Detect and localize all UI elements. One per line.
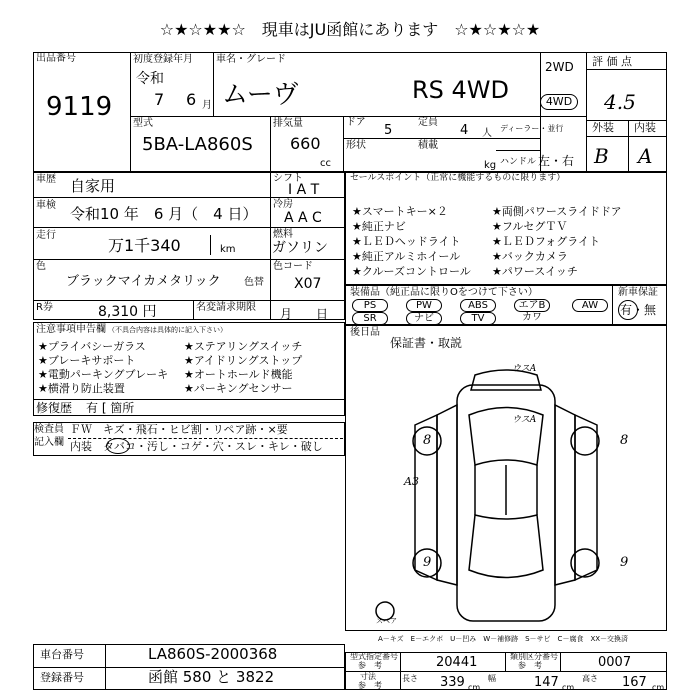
size-ref: 参 考: [358, 681, 382, 690]
sales-point: ★純正ナビ: [352, 220, 406, 233]
capacity-label: 定員: [418, 117, 438, 128]
width: 147: [534, 675, 559, 690]
diagram-spare-label: スペア: [376, 617, 397, 625]
handle-label: ハンドル: [500, 157, 537, 167]
type-cert-ref: 参 考: [358, 661, 382, 670]
note-item: ★ブレーキサポート: [38, 354, 136, 367]
chassis-number: LA860S-2000368: [148, 645, 278, 663]
chassis-label: 車台番号: [40, 648, 84, 661]
displacement: 660: [290, 134, 321, 153]
diagram-mark-glass: ウスA: [512, 415, 537, 425]
width-label: 幅: [488, 674, 496, 683]
note-item: ★オートホールド機能: [184, 368, 293, 381]
inspection-label: 車検: [36, 200, 56, 211]
model: 5BA-LA860S: [142, 134, 253, 155]
load-label: 積載: [418, 140, 438, 151]
cm-unit: cm: [468, 683, 481, 692]
equipment-item: SR: [352, 312, 388, 325]
inspection-date: 令和10 年 6 月（ 4 日）: [70, 205, 258, 223]
height: 167: [622, 675, 647, 690]
grade: RS 4WD: [412, 76, 510, 104]
notes-title: 注意事項申告欄: [36, 324, 106, 335]
doors-label: ドア: [346, 117, 366, 128]
drive-4wd-circled: 4WD: [540, 94, 578, 110]
new-car-warranty-label: 新車保証: [618, 287, 658, 298]
fuel: ガソリン: [272, 240, 328, 256]
color-change-label: 色替: [244, 277, 264, 288]
note-item: ★ステアリングスイッチ: [184, 340, 303, 353]
history-label: 車歴: [36, 174, 56, 185]
mileage: 万1千340: [108, 236, 181, 255]
circle-mark: [106, 438, 130, 454]
type-cert-number: 20441: [436, 655, 478, 670]
inspector-label-2: 記入欄: [34, 437, 64, 448]
doors: 5: [384, 123, 393, 138]
notes-subtitle: （不具合内容は具体的に記入下さい）: [108, 326, 227, 334]
color-code: X07: [294, 276, 322, 292]
lot-label: 出品番号: [36, 53, 76, 64]
kg-unit: kg: [484, 160, 497, 171]
displacement-label: 排気量: [273, 118, 303, 129]
equipment-title: 装備品（純正品に限りOをつけて下さい）: [350, 287, 538, 298]
sales-point: ★バックカメラ: [492, 250, 568, 263]
diagram-mark-front-left: 8: [423, 433, 432, 448]
length-label: 長さ: [402, 674, 418, 683]
equipment-item: TV: [460, 312, 496, 325]
repair-history-label: 修復歴: [36, 401, 73, 415]
note-item: ★プライバシーガラス: [38, 340, 146, 353]
dealer-label: ディーラー・並行: [500, 124, 564, 133]
inspector-label-1: 検査員: [34, 424, 64, 435]
class-number: 0007: [598, 655, 632, 670]
circle-mark: [618, 300, 638, 320]
size-label: 寸法: [360, 672, 376, 681]
plate-label: 登録番号: [40, 671, 84, 684]
cm-unit: cm: [562, 683, 575, 692]
sales-point: ★フルセグＴＶ: [492, 220, 568, 233]
recycle-label: R券: [36, 302, 53, 313]
inspector-line-1: ＦＷ キズ・飛石・ヒビ割・リペア跡・×要: [70, 423, 288, 436]
note-item: ★電動パーキングブレーキ: [38, 368, 169, 381]
diagram-mark-rear-left: 9: [423, 555, 432, 570]
class-label: 類別区分番号: [510, 652, 558, 661]
exterior-grade: B: [594, 144, 609, 168]
repair-history: 有 [ 箇所: [86, 401, 135, 415]
sales-point: ★クルーズコントロール: [352, 265, 471, 278]
sales-point: ★スマートキー×２: [352, 205, 448, 218]
handle: 左・右: [538, 154, 575, 168]
score: 4.5: [604, 90, 636, 114]
car-name: ムーヴ: [222, 80, 299, 110]
interior-grade: A: [638, 144, 653, 168]
equipment-item: ナビ: [406, 312, 442, 325]
type-cert-label: 型式指定番号: [350, 652, 398, 661]
note-item: ★横滑り防止装置: [38, 382, 125, 395]
equipment-item: AW: [572, 299, 608, 312]
diagram-mark-top: ウスA: [512, 364, 537, 374]
equipment-item: ABS: [460, 299, 496, 312]
class-ref: 参 考: [518, 661, 542, 670]
equipment-item: エアB: [514, 299, 550, 312]
meigi-date: 月 日: [280, 307, 329, 321]
meigi-label: 名変請求期限: [196, 302, 256, 313]
rear-items-label: 後日品: [350, 327, 380, 338]
equipment-item: カワ: [522, 312, 542, 323]
drive-2wd: 2WD: [545, 60, 574, 74]
plate-number: 函館 580 と 3822: [148, 668, 275, 686]
person-unit: 人: [482, 128, 492, 139]
color-label: 色: [36, 261, 46, 272]
length: 339: [440, 675, 465, 690]
sales-point: ★両側パワースライドドア: [492, 205, 622, 218]
first-reg-label: 初度登録年月: [133, 54, 193, 65]
equipment-item: PW: [406, 299, 442, 312]
ac-label: 冷房: [273, 199, 293, 210]
model-label: 型式: [133, 118, 153, 129]
note-item: ★アイドリングストップ: [184, 354, 303, 367]
sales-point: ★ＬＥＤヘッドライト: [352, 235, 461, 248]
era: 令和: [136, 71, 164, 87]
rear-items: 保証書・取説: [390, 336, 463, 350]
height-label: 高さ: [582, 674, 598, 683]
reg-month: 6: [186, 90, 197, 109]
reg-year: 7: [154, 90, 165, 109]
sales-point: ★ＬＥＤフォグライト: [492, 235, 600, 248]
color: ブラックマイカメタリック: [66, 274, 221, 289]
equipment-item: PS: [352, 299, 388, 312]
inspector-line-2: 内装 タバコ・汚し・コゲ・穴・スレ・キレ・破し: [70, 440, 323, 453]
mileage-label: 走行: [36, 230, 56, 241]
sales-point: ★純正アルミホイール: [352, 250, 461, 263]
recycle-fee: 8,310 円: [98, 304, 157, 320]
month-unit: 月: [202, 100, 212, 111]
shift-label: シフト: [273, 173, 303, 184]
lot-number: 9119: [46, 92, 113, 122]
history: 自家用: [70, 177, 116, 195]
diagram-mark-front-right: 8: [620, 433, 629, 448]
exterior-label: 外装: [592, 121, 614, 134]
km-unit: km: [220, 244, 236, 255]
new-car-warranty: 有・無: [620, 303, 657, 317]
diagram-mark-rear-right: 9: [620, 555, 629, 570]
cc-unit: cc: [320, 158, 331, 169]
interior-label: 内装: [634, 121, 656, 134]
cm-unit: cm: [652, 683, 665, 692]
car-damage-diagram: [345, 355, 667, 631]
note-item: ★パーキングセンサー: [184, 382, 293, 395]
diagram-mark-left: A3: [404, 475, 419, 488]
score-label: 評 価 点: [592, 55, 632, 68]
fuel-label: 燃料: [273, 229, 293, 240]
ac: A A C: [284, 210, 322, 226]
car-name-label: 車名・グレード: [216, 54, 286, 65]
damage-legend: A－キズ E－エクボ U－凹み W－補修跡 S－サビ C－腐食 XX－交換済: [378, 635, 629, 643]
sales-title: セールスポイント（正常に機能するものに限ります）: [350, 173, 566, 183]
sales-point: ★パワースイッチ: [492, 265, 578, 278]
color-code-label: 色コード: [273, 261, 313, 272]
banner: ☆★☆★★☆ 現車はJU函館にあります ☆★☆★☆★: [159, 20, 541, 39]
capacity: 4: [460, 123, 469, 138]
shape-label: 形状: [346, 140, 366, 151]
shift: I A T: [288, 182, 320, 198]
